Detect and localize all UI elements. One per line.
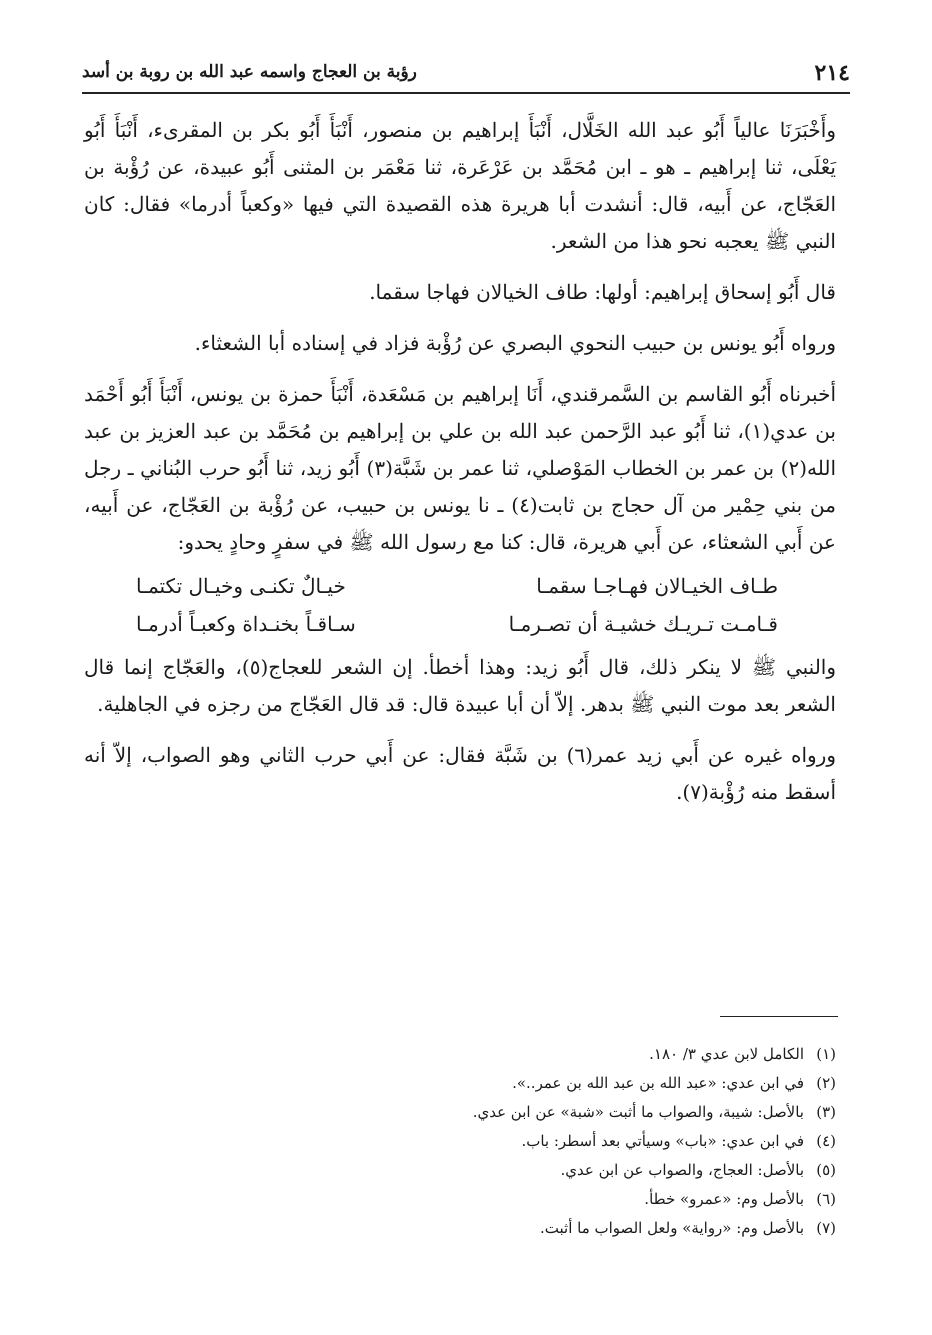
footnote-number: (٤) <box>816 1132 836 1150</box>
verse-first-hemistich: طـاف الخيـالان فهـاجـا سقمـا <box>536 574 778 598</box>
footnote <box>84 1069 836 1098</box>
footnote <box>84 1156 836 1185</box>
footnote-rule <box>720 1016 838 1017</box>
footnote-number: (١) <box>816 1045 836 1063</box>
poem-verses <box>84 567 836 643</box>
main-text <box>84 112 836 811</box>
footnote-text: الكامل لابن عدي ٣/ ١٨٠. <box>649 1045 804 1063</box>
verse-first-hemistich: قـامـت تـريـك خشيـة أن تصـرمـا <box>508 612 778 636</box>
footnote-number: (٣) <box>816 1103 836 1121</box>
footnote-text: بالأصل وم: «عمرو» خطأ. <box>644 1190 804 1208</box>
paragraph: والنبي ﷺ لا ينكر ذلك، قال أَبُو زيد: وهذا أخطأ. إن الشعر للعجاج(٥)، والعَجّاج إنما قال الشعر بعد موت النبي ﷺ بدهر. إلاّ أن أبا عبيدة قال: قد قال العَجّاج من رجزه في الجاهلية. <box>84 655 836 716</box>
footnote <box>84 1185 836 1214</box>
footnotes <box>84 1040 836 1243</box>
paragraph: قال أَبُو إسحاق إبراهيم: أولها: طاف الخيالان فهاجا سقما. <box>369 280 836 304</box>
paragraph: ورواه أَبُو يونس بن حبيب النحوي البصري عن رُؤْبة فزاد في إسناده أبا الشعثاء. <box>194 331 836 355</box>
paragraph: وأَخْبَرَنَا عالياً أَبُو عبد الله الخَلَّال، أَنْبَأَ إبراهيم بن منصور، أَنْبَأَ أَبُو بكر بن المقرىء، أَنْبَأَ أَبُو يَعْلَى، ثنا إبراهيم ـ هو ـ ابن مُحَمَّد بن عَرْعَرة، ثنا مَعْمَر بن المثنى أَبُو عبيدة، عن رُؤْبة بن العَجّاج، عن أَبيه، قال: أنشدت أبا هريرة هذه القصيدة التي فيها «وكعباً أدرما» فقال: كان النبي ﷺ يعجبه نحو هذا من الشعر. <box>84 118 836 253</box>
footnote <box>84 1127 836 1156</box>
running-header <box>82 52 850 90</box>
footnote <box>84 1098 836 1127</box>
footnote-text: بالأصل: العجاج، والصواب عن ابن عدي. <box>560 1161 804 1179</box>
page-number: ٢١٤ <box>814 60 850 86</box>
verse-second-hemistich: خيـالٌ تكنـى وخيـال تكتمـا <box>136 574 346 598</box>
paragraph: ورواه غيره عن أَبي زيد عمر(٦) بن شَبَّة فقال: عن أَبي حرب الثاني وهو الصواب، إلاّ أنه أسقط منه رُؤْبة(٧). <box>84 743 836 804</box>
footnote-number: (٥) <box>816 1161 836 1179</box>
footnote-text: في ابن عدي: «عبد الله بن عبد الله بن عمر..». <box>512 1074 804 1092</box>
verse-line <box>84 605 836 643</box>
verse-line <box>84 567 836 605</box>
footnote-number: (٦) <box>816 1190 836 1208</box>
footnote-number: (٧) <box>816 1219 836 1237</box>
footnote-number: (٢) <box>816 1074 836 1092</box>
footnote <box>84 1214 836 1243</box>
verse-second-hemistich: سـاقـاً بخنـداة وكعبـاً أدرمـا <box>136 612 356 636</box>
footnote-text: بالأصل وم: «رواية» ولعل الصواب ما أثبت. <box>540 1219 804 1237</box>
header-title: رؤبة بن العجاج واسمه عبد الله بن روبة بن أسد <box>82 62 417 82</box>
footnote-text: بالأصل: شيبة، والصواب ما أثبت «شبة» عن ابن عدي. <box>472 1103 804 1121</box>
paragraph: أخبرناه أَبُو القاسم بن السَّمرقندي، أَنَا إبراهيم بن مَسْعَدة، أَنْبَأَ حمزة بن يونس، أَنْبَأَ أَبُو أَحْمَد بن عدي(١)، ثنا أَبُو عبد الرَّحمن عبد الله بن علي بن إبراهيم بن مُحَمَّد بن عبد العزيز بن عبد الله(٢) بن عمر بن الخطاب المَوْصلي، ثنا عمر بن شَبَّة(٣) أَبُو زيد، ثنا أَبُو حرب البُناني ـ رجل من بني حِمْير من آل حجاج بن ثابت(٤) ـ نا يونس بن حبيب، عن رُؤْبة بن العَجّاج، عن أَبيه، عن أَبي الشعثاء، عن أَبي هريرة، قال: كنا مع رسول الله ﷺ في سفرٍ وحادٍ يحدو: <box>84 382 836 554</box>
header-rule <box>82 92 850 94</box>
footnote <box>84 1040 836 1069</box>
footnote-text: في ابن عدي: «باب» وسيأتي بعد أسطر: باب. <box>521 1132 804 1150</box>
